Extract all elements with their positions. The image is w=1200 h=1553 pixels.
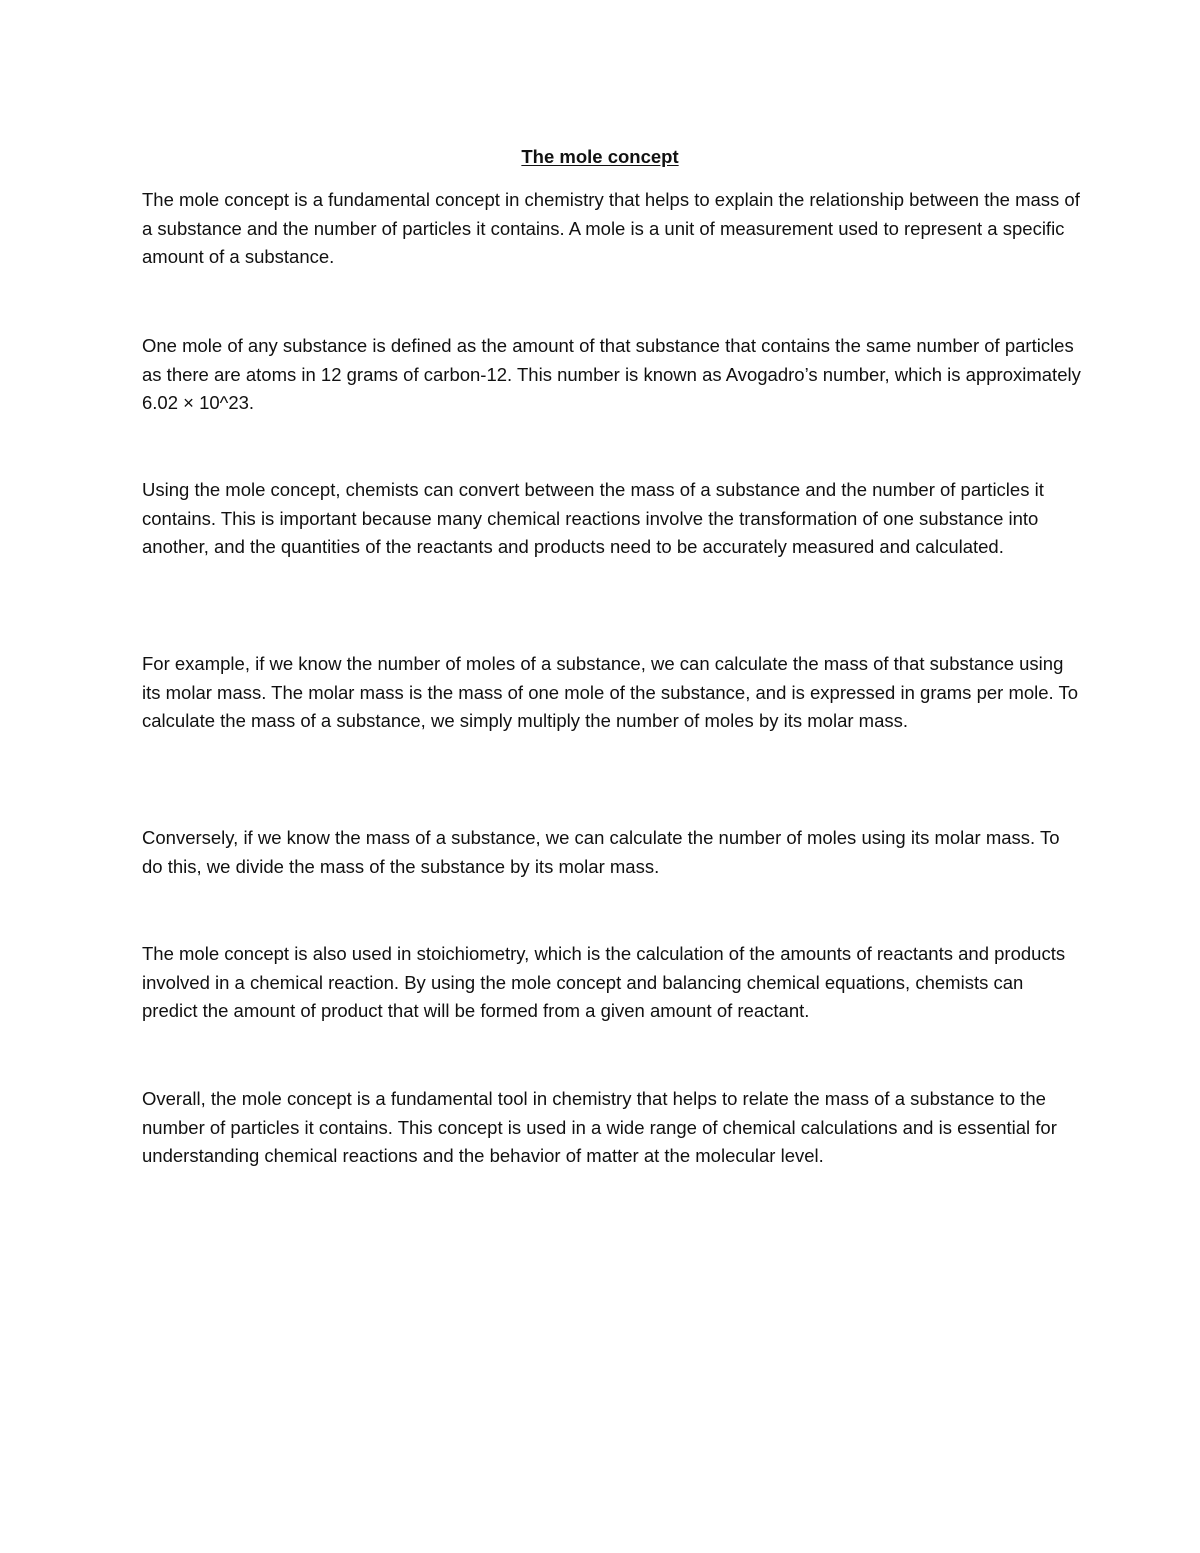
paragraph-overall: Overall, the mole concept is a fundamental tool in chemistry that helps to relate the mass of a substance to the number of particles it contains. This concept is used in a wide range of chemical calculations and is essential for understanding chemical reactions and the behavior of matter at the molecular level. bbox=[142, 1088, 1057, 1166]
paragraph-conversion: Using the mole concept, chemists can convert between the mass of a substance and the number of particles it contains. This is important because many chemical reactions involve the transformation of one substance into another, and the quantities of the reactants and products need to be accurately measured and calculated. bbox=[142, 479, 1044, 557]
paragraph-stoichiometry: The mole concept is also used in stoichiometry, which is the calculation of the amounts of reactants and products involved in a chemical reaction. By using the mole concept and balancing chemical equations, chemists can predict the amount of product that will be formed from a given amount of reactant. bbox=[142, 943, 1066, 1021]
paragraph-introduction: The mole concept is a fundamental concept in chemistry that helps to explain the relationship between the mass of a substance and the number of particles it contains. A mole is a unit of measurement used to represent a specific amount of a substance. bbox=[142, 189, 1080, 267]
paragraph-avogadro: One mole of any substance is defined as the amount of that substance that contains the same number of particles as there are atoms in 12 grams of carbon-12. This number is known as Avogadro’s number, which is approximately 6.02 × 10^23. bbox=[142, 335, 1081, 413]
document-title: The mole concept bbox=[521, 146, 679, 167]
paragraph-conversely: Conversely, if we know the mass of a substance, we can calculate the number of moles using its molar mass. To do this, we divide the mass of the substance by its molar mass. bbox=[142, 827, 1060, 877]
paragraph-example: For example, if we know the number of moles of a substance, we can calculate the mass of that substance using its molar mass. The molar mass is the mass of one mole of the substance, and is expressed in grams per mole. To calculate the mass of a substance, we simply multiply the number of moles by its molar mass. bbox=[142, 653, 1079, 731]
